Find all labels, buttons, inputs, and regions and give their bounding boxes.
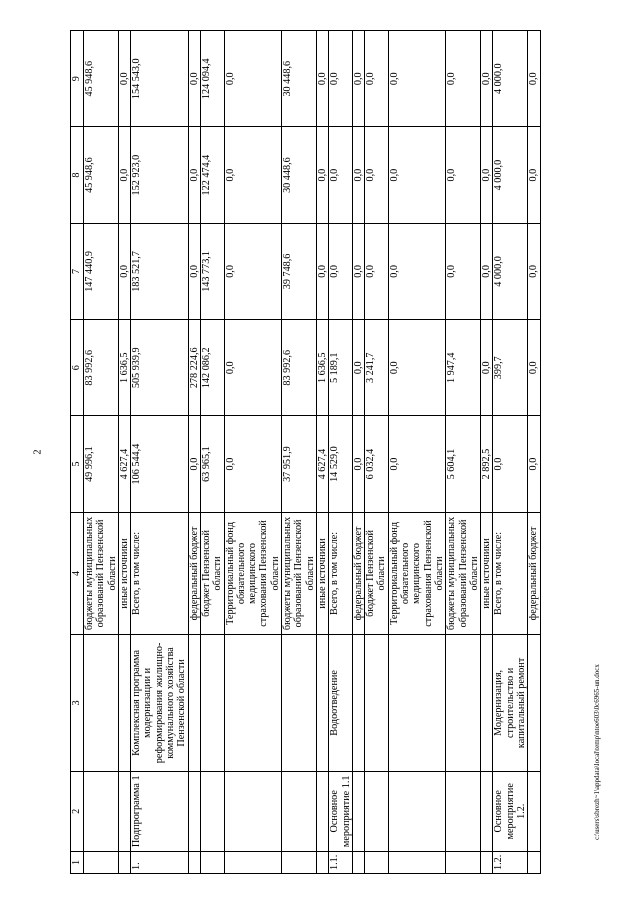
program-description xyxy=(388,635,445,771)
value-col7: 147 440,9 xyxy=(84,223,119,319)
value-col5: 106 544,4 xyxy=(131,416,188,512)
row-index xyxy=(282,851,317,873)
row-index xyxy=(352,851,364,873)
program-name xyxy=(118,771,130,851)
value-col6: 83 992,6 xyxy=(84,320,119,416)
value-col8: 0,0 xyxy=(329,127,353,223)
table-row xyxy=(528,31,540,874)
program-name xyxy=(282,771,317,851)
table-row xyxy=(188,31,200,874)
program-description xyxy=(481,635,493,771)
value-col6: 83 992,6 xyxy=(282,320,317,416)
header-cell: 4 xyxy=(71,512,84,634)
funding-source: федеральный бюджет xyxy=(352,512,364,634)
program-description xyxy=(528,635,540,771)
table-row xyxy=(352,31,364,874)
row-index xyxy=(224,851,281,873)
row-index xyxy=(388,851,445,873)
value-col9: 0,0 xyxy=(224,31,281,127)
value-col9: 30 448,6 xyxy=(282,31,317,127)
table-row xyxy=(481,31,493,874)
value-col6: 142 086,2 xyxy=(200,320,224,416)
row-index: 1.1. xyxy=(329,851,353,873)
value-col9: 0,0 xyxy=(446,31,481,127)
program-name xyxy=(388,771,445,851)
value-col6: 1 947,4 xyxy=(446,320,481,416)
row-index: 1.2. xyxy=(493,851,528,873)
program-name xyxy=(352,771,364,851)
program-description: Модернизация, строительство и капитальный ремонт xyxy=(493,635,528,771)
value-col6: 505 939,9 xyxy=(131,320,188,416)
value-col9: 0,0 xyxy=(528,31,540,127)
table-row xyxy=(282,31,317,874)
value-col8: 0,0 xyxy=(388,127,445,223)
value-col7: 0,0 xyxy=(446,223,481,319)
value-col6: 0,0 xyxy=(388,320,445,416)
value-col5: 2 892,5 xyxy=(481,416,493,512)
value-col9: 4 000,0 xyxy=(493,31,528,127)
table-row xyxy=(118,31,130,874)
value-col8: 4 000,0 xyxy=(493,127,528,223)
value-col6: 5 189,1 xyxy=(329,320,353,416)
value-col7: 0,0 xyxy=(329,223,353,319)
program-name xyxy=(316,771,328,851)
value-col9: 0,0 xyxy=(352,31,364,127)
value-col6: 3 241,7 xyxy=(365,320,389,416)
value-col8: 0,0 xyxy=(188,127,200,223)
value-col6: 0,0 xyxy=(224,320,281,416)
value-col7: 0,0 xyxy=(188,223,200,319)
value-col6: 0,0 xyxy=(352,320,364,416)
program-name xyxy=(224,771,281,851)
value-col6: 399,7 xyxy=(493,320,528,416)
program-name xyxy=(446,771,481,851)
value-col5: 14 529,0 xyxy=(329,416,353,512)
value-col8: 0,0 xyxy=(352,127,364,223)
value-col5: 0,0 xyxy=(528,416,540,512)
value-col5: 0,0 xyxy=(493,416,528,512)
value-col7: 0,0 xyxy=(118,223,130,319)
header-cell: 7 xyxy=(71,223,84,319)
value-col9: 0,0 xyxy=(316,31,328,127)
funding-source: Всего, в том числе: xyxy=(493,512,528,634)
program-description xyxy=(188,635,200,771)
budget-table xyxy=(70,30,541,874)
value-col7: 143 773,1 xyxy=(200,223,224,319)
value-col9: 0,0 xyxy=(329,31,353,127)
program-description xyxy=(84,635,119,771)
value-col9: 0,0 xyxy=(118,31,130,127)
value-col5: 0,0 xyxy=(388,416,445,512)
funding-source: Всего, в том числе: xyxy=(131,512,188,634)
value-col6: 278 224,6 xyxy=(188,320,200,416)
program-name: Основное мероприятие 1.2. xyxy=(493,771,528,851)
value-col5: 0,0 xyxy=(224,416,281,512)
table-row xyxy=(493,31,528,874)
program-description xyxy=(365,635,389,771)
value-col5: 4 627,4 xyxy=(316,416,328,512)
value-col5: 4 627,4 xyxy=(118,416,130,512)
value-col9: 0,0 xyxy=(388,31,445,127)
value-col8: 0,0 xyxy=(224,127,281,223)
rotated-table-container xyxy=(70,30,590,874)
header-cell: 6 xyxy=(71,320,84,416)
value-col7: 0,0 xyxy=(352,223,364,319)
program-description xyxy=(200,635,224,771)
value-col8: 0,0 xyxy=(316,127,328,223)
value-col8: 0,0 xyxy=(481,127,493,223)
value-col7: 0,0 xyxy=(365,223,389,319)
row-index xyxy=(118,851,130,873)
table-row xyxy=(446,31,481,874)
funding-source: иные источники xyxy=(118,512,130,634)
funding-source: бюджеты муниципальных образований Пензенской области xyxy=(84,512,119,634)
value-col5: 0,0 xyxy=(188,416,200,512)
funding-source: бюджеты муниципальных образований Пензенской области xyxy=(282,512,317,634)
value-col9: 124 094,4 xyxy=(200,31,224,127)
funding-source: Территориальный фонд обязательного медицинского страхования Пензенской области xyxy=(388,512,445,634)
table-row xyxy=(84,31,119,874)
program-description xyxy=(118,635,130,771)
funding-source: федеральный бюджет xyxy=(188,512,200,634)
program-name xyxy=(188,771,200,851)
program-description xyxy=(352,635,364,771)
program-name xyxy=(528,771,540,851)
funding-source: иные источники xyxy=(316,512,328,634)
program-name: Подпрограмма 1 xyxy=(131,771,188,851)
row-index xyxy=(200,851,224,873)
program-description: Комплексная программа модернизации и реформирования жилищно-коммунального хозяйства Пензенской области xyxy=(131,635,188,771)
value-col7: 0,0 xyxy=(224,223,281,319)
program-name xyxy=(365,771,389,851)
program-description xyxy=(282,635,317,771)
value-col8: 30 448,6 xyxy=(282,127,317,223)
value-col9: 154 543,0 xyxy=(131,31,188,127)
funding-source: бюджет Пензенской области xyxy=(365,512,389,634)
value-col6: 1 636,5 xyxy=(316,320,328,416)
row-index xyxy=(528,851,540,873)
value-col8: 122 474,4 xyxy=(200,127,224,223)
value-col8: 0,0 xyxy=(446,127,481,223)
value-col7: 4 000,0 xyxy=(493,223,528,319)
value-col7: 39 748,6 xyxy=(282,223,317,319)
program-name xyxy=(200,771,224,851)
table-row xyxy=(131,31,188,874)
value-col8: 0,0 xyxy=(528,127,540,223)
value-col8: 152 923,0 xyxy=(131,127,188,223)
row-index xyxy=(446,851,481,873)
program-description xyxy=(446,635,481,771)
value-col5: 5 604,1 xyxy=(446,416,481,512)
header-cell: 8 xyxy=(71,127,84,223)
row-index xyxy=(188,851,200,873)
header-cell: 1 xyxy=(71,851,84,873)
table-row xyxy=(329,31,353,874)
program-name: Основное мероприятие 1.1 xyxy=(329,771,353,851)
header-cell: 9 xyxy=(71,31,84,127)
value-col5: 0,0 xyxy=(352,416,364,512)
value-col7: 0,0 xyxy=(388,223,445,319)
value-col9: 0,0 xyxy=(365,31,389,127)
value-col9: 0,0 xyxy=(188,31,200,127)
funding-source: бюджет Пензенской области xyxy=(200,512,224,634)
value-col6: 0,0 xyxy=(528,320,540,416)
table-row xyxy=(224,31,281,874)
value-col9: 0,0 xyxy=(481,31,493,127)
program-description xyxy=(224,635,281,771)
value-col6: 0,0 xyxy=(481,320,493,416)
program-description: Водоотведение xyxy=(329,635,353,771)
value-col5: 37 951,9 xyxy=(282,416,317,512)
funding-source: иные источники xyxy=(481,512,493,634)
header-cell: 2 xyxy=(71,771,84,851)
table-row xyxy=(365,31,389,874)
funding-source: федеральный бюджет xyxy=(528,512,540,634)
row-index xyxy=(481,851,493,873)
program-name xyxy=(481,771,493,851)
row-index: 1. xyxy=(131,851,188,873)
value-col7: 0,0 xyxy=(481,223,493,319)
funding-source: Территориальный фонд обязательного медицинского страхования Пензенской области xyxy=(224,512,281,634)
value-col5: 63 965,1 xyxy=(200,416,224,512)
table-row xyxy=(200,31,224,874)
row-index xyxy=(84,851,119,873)
table-row xyxy=(388,31,445,874)
program-name xyxy=(84,771,119,851)
value-col5: 49 996,1 xyxy=(84,416,119,512)
value-col5: 6 032,4 xyxy=(365,416,389,512)
value-col9: 45 948,6 xyxy=(84,31,119,127)
value-col7: 0,0 xyxy=(528,223,540,319)
row-index xyxy=(316,851,328,873)
page-number: 2 xyxy=(32,449,44,455)
header-cell: 5 xyxy=(71,416,84,512)
value-col8: 0,0 xyxy=(118,127,130,223)
funding-source: бюджеты муниципальных образований Пензенской области xyxy=(446,512,481,634)
funding-source: Всего, в том числе: xyxy=(329,512,353,634)
header-cell: 3 xyxy=(71,635,84,771)
value-col8: 45 948,6 xyxy=(84,127,119,223)
program-description xyxy=(316,635,328,771)
value-col7: 183 521,7 xyxy=(131,223,188,319)
header-row xyxy=(71,31,84,874)
table-row xyxy=(316,31,328,874)
row-index xyxy=(365,851,389,873)
value-col7: 0,0 xyxy=(316,223,328,319)
footer-file-path: c:\users\sbrezh~1\appdata\local\temp\ntoe603\0c6965-un.docx xyxy=(593,664,601,840)
value-col6: 1 636,5 xyxy=(118,320,130,416)
value-col8: 0,0 xyxy=(365,127,389,223)
